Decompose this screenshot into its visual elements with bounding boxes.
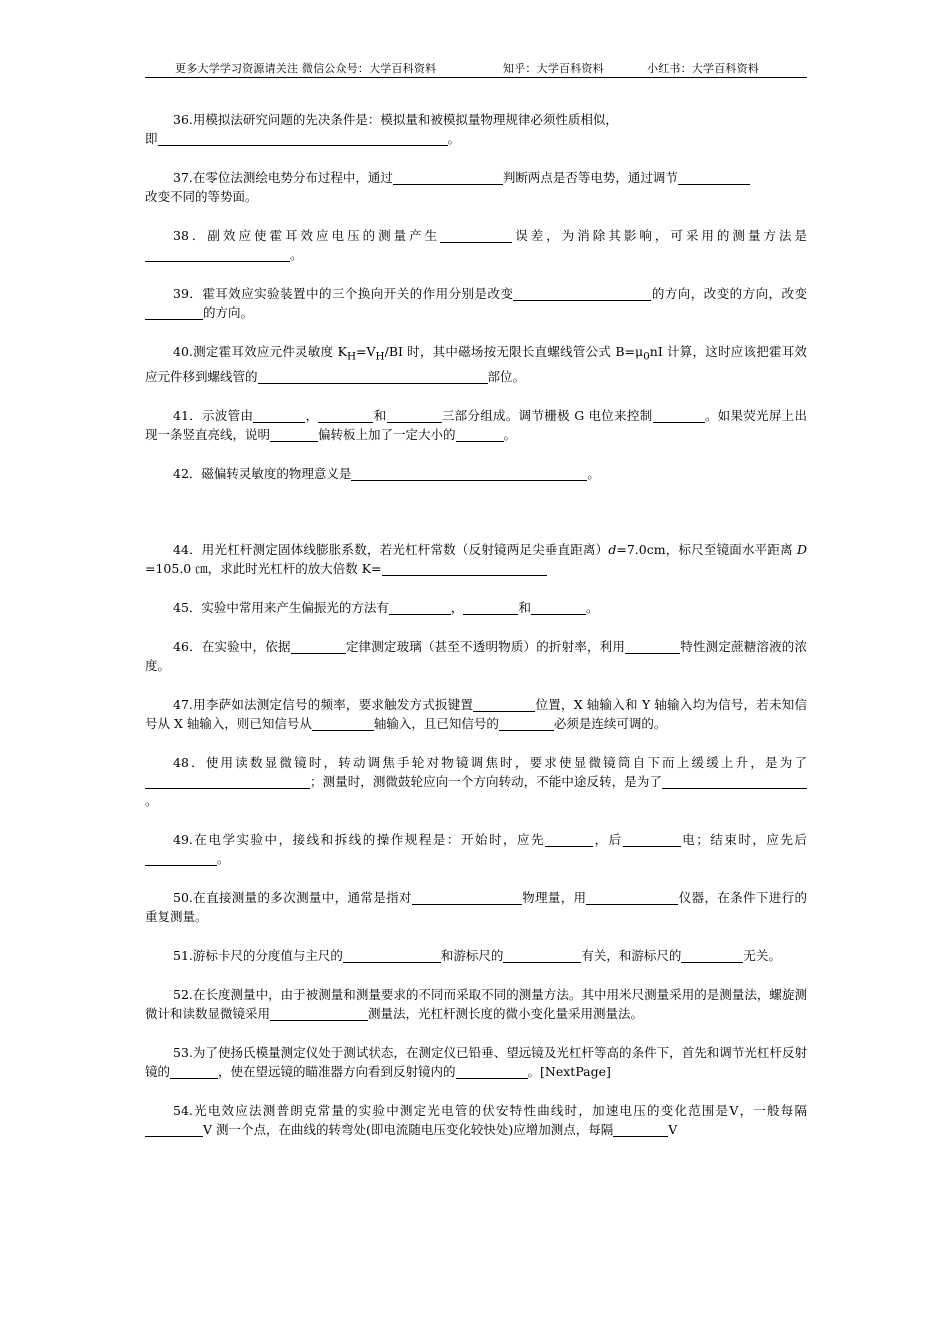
answer-blank bbox=[145, 774, 310, 789]
answer-blank bbox=[681, 948, 743, 963]
question-40: 40.测定霍耳效应元件灵敏度 $K_H=V_H/BI$ 时，其中磁场按无限长直螺线管公式 $B=\mu_0nI$ 计算，这时应该把霍耳效应元件移到螺线管的 部位。 bbox=[145, 344, 807, 384]
answer-blank bbox=[662, 774, 807, 789]
question-38: 38．副效应使霍耳效应电压的测量产生 误差，为消除其影响，可采用的测量方法是。 bbox=[145, 226, 807, 264]
question-50: 50.在直接测量的多次测量中，通常是指对 物理量，用 仪器，在条件下进行的重复测量。 bbox=[145, 889, 807, 924]
header-wechat-notice: 更多大学学习资源请关注 微信公众号：大学百科资料 bbox=[175, 62, 437, 75]
header-divider bbox=[145, 77, 807, 78]
answer-blank bbox=[389, 600, 451, 615]
answer-blank bbox=[412, 890, 522, 905]
answer-blank bbox=[387, 408, 442, 423]
answer-blank bbox=[312, 716, 374, 731]
answer-blank bbox=[291, 639, 346, 654]
answer-blank bbox=[531, 600, 586, 615]
question-list bbox=[145, 110, 807, 1159]
answer-blank bbox=[158, 131, 448, 146]
question-54: 54.光电效应法测普朗克常量的实验中测定光电管的伏安特性曲线时，加速电压的变化范围是V，一般每隔V 测一个点，在曲线的转弯处(即电流随电压变化较快处)应增加测点，每隔 V bbox=[145, 1101, 807, 1139]
answer-blank bbox=[343, 948, 441, 963]
answer-blank bbox=[145, 305, 203, 320]
header-zhihu: 知乎：大学百科资料 bbox=[503, 62, 604, 75]
answer-blank bbox=[145, 851, 217, 866]
answer-blank bbox=[513, 286, 651, 301]
answer-blank bbox=[503, 948, 581, 963]
answer-blank bbox=[170, 1064, 218, 1079]
answer-blank bbox=[145, 247, 290, 262]
question-42: 42．磁偏转灵敏度的物理意义是 。 bbox=[173, 465, 600, 481]
answer-blank bbox=[382, 561, 547, 576]
question-39: 39．霍耳效应实验装置中的三个换向开关的作用分别是改变 的方向，改变的方向，改变的方向。 bbox=[145, 284, 807, 322]
question-36: 36.用模拟法研究问题的先决条件是：模拟量和被模拟量物理规律必须性质相似， 即 。 bbox=[145, 112, 618, 146]
answer-blank bbox=[545, 832, 593, 847]
question-46: 46．在实验中，依据 定律测定玻璃（甚至不透明物质）的折射率，利用 特性测定蔗糖溶液的浓度。 bbox=[145, 638, 807, 673]
answer-blank bbox=[258, 369, 488, 384]
question-47: 47.用李萨如法测定信号的频率，要求触发方式扳键置 位置，X 轴输入和 Y 轴输入均为信号，若未知信号从 X 轴输入，则已知信号从 轴输入，且已知信号的 必须是连续可调的。 bbox=[145, 696, 807, 731]
answer-blank bbox=[613, 1122, 668, 1137]
answer-blank bbox=[351, 466, 587, 481]
answer-blank bbox=[456, 427, 504, 442]
answer-blank bbox=[456, 1064, 528, 1079]
answer-blank bbox=[586, 890, 678, 905]
answer-blank bbox=[253, 408, 305, 423]
answer-blank bbox=[499, 716, 554, 731]
answer-blank bbox=[393, 170, 503, 185]
answer-blank bbox=[270, 1006, 368, 1021]
question-52: 52.在长度测量中，由于被测量和测量要求的不同而采取不同的测量方法。其中用米尺测量采用的是测量法，螺旋测微计和读数显微镜采用 测量法，光杠杆测长度的微小变化量采用测量法。 bbox=[145, 986, 807, 1021]
answer-blank bbox=[623, 832, 681, 847]
answer-blank bbox=[678, 170, 750, 185]
question-48: 48．使用读数显微镜时，转动调焦手轮对物镜调焦时，要求使显微镜筒自下而上缓缓上升，是为了；测量时，测微鼓轮应向一个方向转动，不能中途反转，是为了。 bbox=[145, 754, 807, 808]
question-41: 41．示波管由 ， 和 三部分组成。调节栅极 G 电位来控制 。如果荧光屏上出现一条竖直亮线，说明 偏转板上加了一定大小的 。 bbox=[145, 407, 807, 442]
answer-blank bbox=[440, 228, 512, 243]
answer-blank bbox=[318, 408, 373, 423]
answer-blank bbox=[473, 697, 535, 712]
question-51: 51.游标卡尺的分度值与主尺的 和游标尺的 有关，和游标尺的 无关。 bbox=[173, 947, 781, 963]
answer-blank bbox=[270, 427, 318, 442]
question-44: 44．用光杠杆测定固体线膨胀系数，若光杠杆常数（反射镜两足尖垂直距离）d=7.0cm，标尺至镜面水平距离 D=105.0 ㎝，求此时光杠杆的放大倍数 K= bbox=[145, 541, 807, 576]
question-53: 53.为了使扬氏模量测定仪处于测试状态，在测定仪已铅垂、望远镜及光杠杆等高的条件下，首先和调节光杠杆反射镜的 ，使在望远镜的瞄准器方向看到反射镜内的 。[NextPage] bbox=[145, 1044, 807, 1079]
header-xiaohongshu: 小红书：大学百科资料 bbox=[647, 62, 759, 75]
question-45: 45．实验中常用来产生偏振光的方法有 ， 和 。 bbox=[173, 599, 599, 615]
question-49: 49.在电学实验中，接线和拆线的操作规程是：开始时，应先 ，后 电；结束时，应先后。 bbox=[145, 830, 807, 868]
answer-blank bbox=[653, 408, 705, 423]
answer-blank bbox=[463, 600, 518, 615]
question-37: 37.在零位法测绘电势分布过程中，通过 判断两点是否等电势，通过调节 改变不同的等势面。 bbox=[145, 168, 807, 206]
page-header bbox=[145, 58, 807, 78]
answer-blank bbox=[625, 639, 680, 654]
answer-blank bbox=[145, 1122, 203, 1137]
